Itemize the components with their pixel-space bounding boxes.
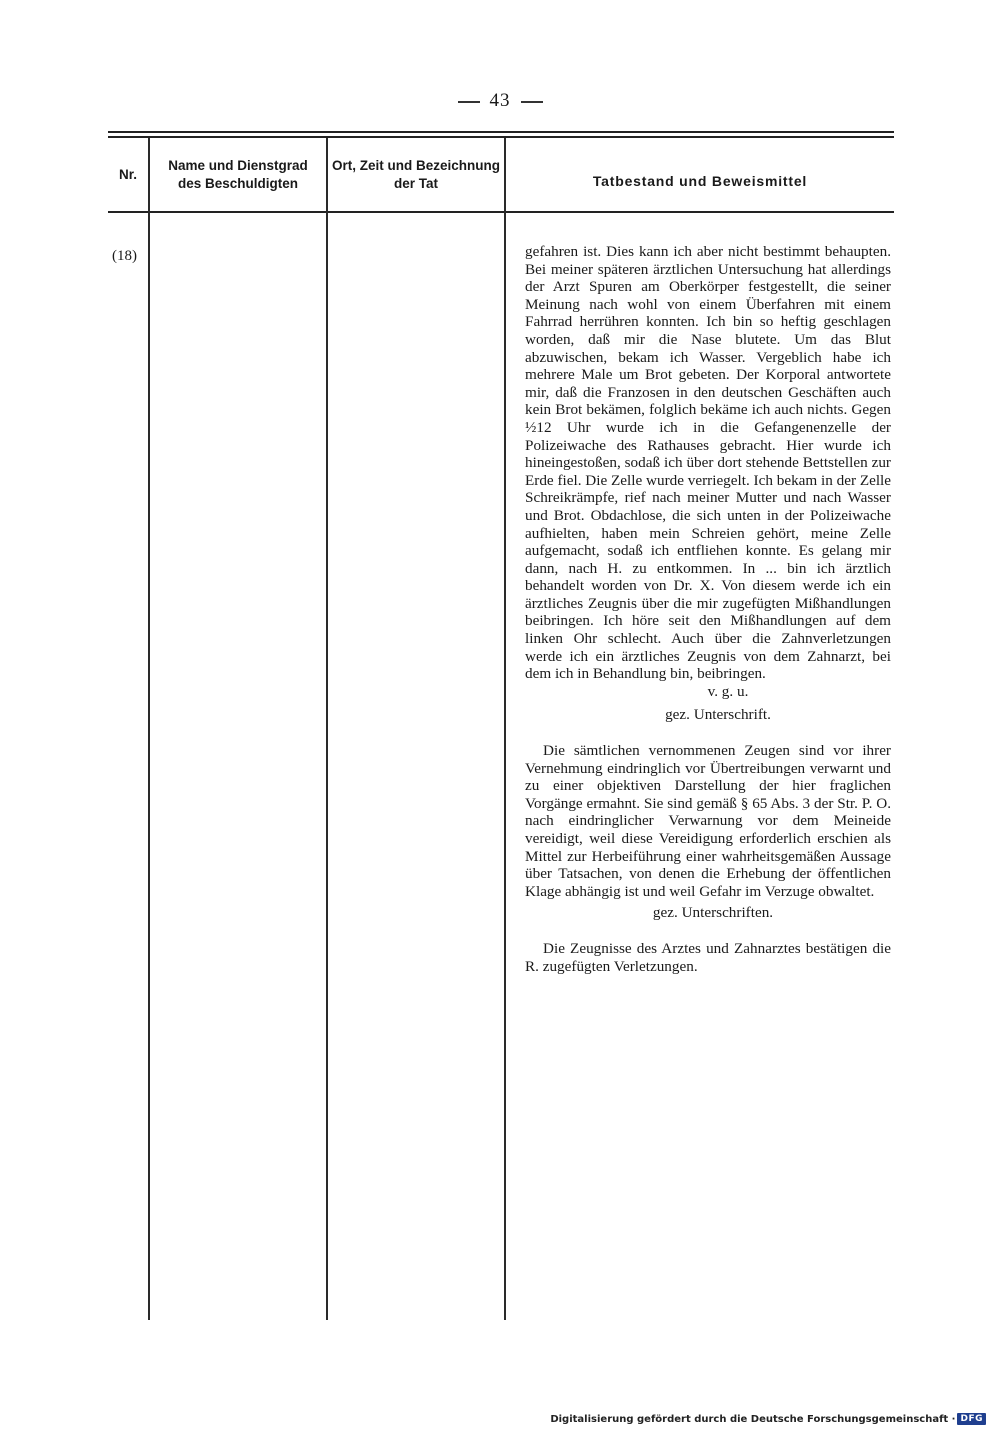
- header-name-line2: des Beschuldigten: [177, 176, 299, 191]
- table-top-rule-inner: [108, 136, 894, 138]
- column-divider-3: [504, 138, 506, 1320]
- left-dash: [458, 101, 480, 103]
- table-top-rule: [108, 131, 894, 133]
- certificate-paragraph: Die Zeugnisse des Arztes und Zahnarztes bestätigen die R. zugefügten Verletzungen.: [525, 939, 891, 975]
- header-nr: Nr.: [118, 167, 137, 182]
- column-divider-2: [326, 138, 328, 1320]
- dfg-logo: DFG: [957, 1413, 986, 1425]
- column-divider-1: [148, 138, 150, 1320]
- vgu-line: v. g. u.: [707, 682, 749, 700]
- footer-text: Digitalisierung gefördert durch die Deutsche Forschungsgemeinschaft ·: [550, 1413, 956, 1425]
- header-tatbestand: Tatbestand und Beweismittel: [592, 173, 808, 189]
- footer: [550, 1413, 986, 1425]
- oath-paragraph: Die sämtlichen vernommenen Zeugen sind vor ihrer Vernehmung eindringlich vor Übertreibungen verwarnt und zu einer objektiven Darstellung der hier fraglichen Vorgänge ermahnt. Sie sind gemäß § 65 Abs. 3 der Str. P. O. nach eindringlicher Verwarnung vor dem Meineide vereidigt, weil diese Vereidigung erforderlich erschien als Mittel zur Herbeiführung einer wahrheitsgemäßen Aussage über Tatsachen, von denen die Erhebung der öffentlichen Klage abhängig ist und weil Gefahr im Verzuge obwaltet.: [525, 742, 891, 900]
- tatbestand-column: [525, 243, 891, 975]
- signature-line: gez. Unterschrift.: [665, 706, 771, 724]
- header-ort: [328, 140, 504, 210]
- page-number-text: 43: [489, 90, 511, 111]
- right-dash: [521, 101, 543, 103]
- testimony-paragraph: gefahren ist. Dies kann ich aber nicht bestimmt behaupten. Bei meiner späteren ärztlichen Untersuchung hat allerdings der Arzt Spuren am Oberkörper festgestellt, die seiner Meinung nach wohl von einem Überfahren mit einem Fahrrad herrühren konnten. Ich bin so heftig geschlagen worden, daß mir die Nase blutete. Um das Blut abzuwischen, bekam ich Wasser. Vergeblich habe ich mehrere Male um Brot gebeten. Der Korporal antwortete mir, daß die Franzosen in den deutschen Geschäften auch kein Brot bekämen, folglich bekäme ich auch nichts. Gegen ½12 Uhr wurde ich in die Gefangenenzelle der Polizeiwache des Rathauses gebracht. Hier wurde ich hineingestoßen, sodaß ich über dort stehende Bettstellen zur Erde fiel. Die Zelle wurde verriegelt. Ich bekam in der Zelle Schreikrämpfe, rief nach meiner Mutter und nach Wasser und Brot. Obdachlose, die sich unten in der Polizeiwache aufhielten, haben mein Schreien gehört, meine Zelle aufgemacht, sodaß ich entfliehen konnte. Es gelang mir dann, nach H. zu entkommen. In ... bin ich ärztlich behandelt worden von Dr. X. Von diesem werde ich ein ärztliches Zeugnis über die mir zugefügten Mißhandlungen beibringen. Ich höre seit den Mißhandlungen auf dem linken Ohr schlecht. Auch über die Zahnverletzungen werde ich ein ärztliches Zeugnis von dem Zahnarzt, bei dem ich in Behandlung bin, beibringen.: [525, 243, 892, 683]
- header-name-line1: Name und Dienstgrad: [168, 158, 308, 173]
- row-number: (18): [112, 248, 137, 264]
- header-name: [150, 140, 326, 210]
- header-ort-line1: Ort, Zeit und Bezeichnung: [332, 158, 500, 173]
- signatures-line: gez. Unterschriften.: [652, 904, 774, 922]
- header-ort-line2: der Tat: [393, 176, 438, 191]
- page-number: [0, 90, 1000, 112]
